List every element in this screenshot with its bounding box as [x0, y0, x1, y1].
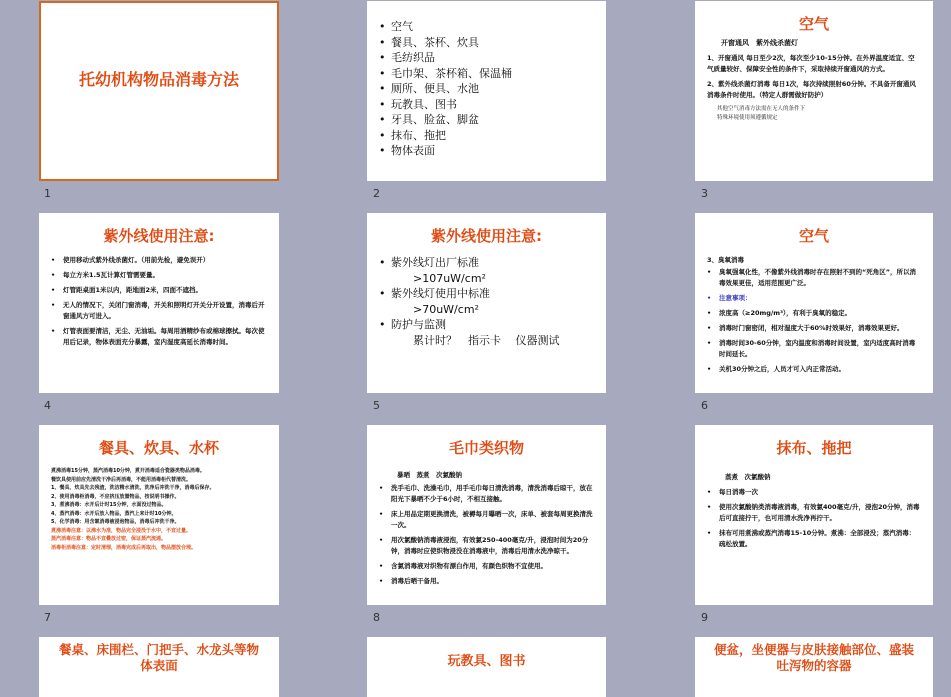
- list-item: • 抹布可用煮沸或蒸汽消毒15-10分钟。煮沸：全部浸没；蒸汽消毒：疏松放置。: [707, 528, 921, 550]
- slide-thumbnail-9[interactable]: [695, 425, 933, 605]
- slide-title: 餐具、炊具、水杯: [98, 439, 219, 457]
- list-item: >107uW/cm²: [391, 271, 486, 285]
- slide-number: 9: [701, 611, 708, 624]
- list-item: • 毛巾架、茶杯箱、保温桶: [379, 66, 512, 82]
- slide-heading: 3、臭氧消毒: [707, 256, 745, 264]
- slide-number: 8: [373, 611, 380, 624]
- slide-thumbnail-4[interactable]: [39, 213, 279, 393]
- slide-subheading: 蒸煮 次氯酸钠: [725, 473, 771, 481]
- slide-number: 2: [373, 187, 380, 200]
- text-line: 1、餐具、炊具先去残渣，洗洁精水清洗，洗净后冲洗干净，消毒后保存。: [51, 485, 215, 491]
- slide-thumbnail-10[interactable]: [39, 637, 279, 697]
- bullet-icon: •: [379, 256, 386, 269]
- slide-thumbnail-8[interactable]: [367, 425, 606, 605]
- text-line: 蒸汽消毒注意：物品不宜叠放过密，保证蒸汽流通。: [51, 536, 167, 542]
- slide-number: 1: [44, 187, 51, 200]
- list-item: • 厕所、便具、水池: [379, 81, 512, 97]
- list-item: • 消毒时门窗密闭，相对湿度大于60%时效果好，消毒效果更好。: [707, 323, 921, 334]
- slide-title: 紫外线使用注意:: [431, 227, 542, 245]
- slide-title: 玩教具、图书: [447, 654, 526, 669]
- slide-title: 托幼机构物品消毒方法: [78, 70, 239, 89]
- topic-list: [379, 19, 512, 159]
- slide-title: 餐桌、床围栏、门把手、水龙头等物体表面: [58, 642, 259, 673]
- slide-title: 便盆，坐便器与皮肤接触部位、盛装吐泻物的容器: [713, 642, 914, 673]
- bullet-icon: •: [379, 287, 386, 300]
- slide-thumbnail-11[interactable]: [367, 637, 606, 697]
- list-item: >70uW/cm²: [391, 302, 479, 316]
- text-line: 5、化学消毒：用含氯消毒液浸泡物品，消毒后冲洗干净。: [51, 519, 180, 525]
- list-item: • 无人的情况下，关闭门窗消毒，开关和照明灯开关分开设置，消毒后开窗通风方可进入。: [51, 300, 266, 322]
- list-item: • 消毒后晒干备用。: [379, 576, 595, 587]
- list-item: • 床上用品定期更换清洗，被褥每月曝晒一次，床单、被套每周更换清洗一次。: [379, 509, 595, 531]
- slide-title: 毛巾类织物: [448, 439, 524, 457]
- list-item: 紫外线灯使用中标准: [391, 287, 490, 300]
- list-item: • 洗手毛巾、洗澡毛巾，用手毛巾每日清洗消毒，清洗消毒后晾干，放在阳光下暴晒不少于6小时，不相互接触。: [379, 483, 595, 505]
- slide-note: 其他空气消毒方法需在无人的条件下: [717, 106, 806, 112]
- list-item: 紫外线灯出厂标准: [391, 256, 479, 269]
- text-line: 2、使用消毒柜消毒，不应挤压放置物品，按说明书操作。: [51, 493, 180, 500]
- bullet-icon: •: [379, 318, 386, 331]
- list-item: • 关机30分钟之后，人员才可入内正常活动。: [707, 364, 921, 375]
- list-item: • 每立方米1.5瓦计算灯管需要量。: [51, 270, 266, 281]
- list-item: • 抹布、拖把: [379, 128, 512, 144]
- slide-number: 5: [373, 399, 380, 412]
- text-line: 餐饮具使用前应先清洗干净后再消毒，不能用消毒柜代替清洗。: [51, 476, 192, 483]
- slide-number: 3: [701, 187, 708, 200]
- slide-thumbnail-2[interactable]: [367, 1, 606, 181]
- list-item: • 含氯消毒液对织物有漂白作用，有颜色织物不宜使用。: [379, 561, 595, 572]
- list-item: • 用次氯酸钠消毒液浸泡，有效氯250-400毫克/升，浸泡时间为20分钟，消毒时应使织物浸没在消毒液中，消毒后用清水洗净晾干。: [379, 535, 595, 557]
- list-item: • 物体表面: [379, 143, 512, 159]
- text-line: 4、蒸汽消毒：水开后放入物品，蒸汽上来计时10分钟。: [51, 510, 177, 517]
- slide-title: 空气: [798, 227, 829, 245]
- list-item: 防护与监测: [391, 318, 446, 331]
- list-item: • 浓度高（≥20mg/m³），有利于臭氧的稳定。: [707, 308, 921, 319]
- list-item: • 牙具、脸盆、脚盆: [379, 112, 512, 128]
- list-item: • 注意事项：: [707, 293, 921, 304]
- slide-point: 2、紫外线杀菌灯消毒 每日1次，每次持续照射60分钟。不具备开窗通风消毒条件时使用。（特定人群需做好防护）: [707, 80, 916, 99]
- slide-thumbnail-6[interactable]: [695, 213, 933, 393]
- slide-title: 紫外线使用注意:: [103, 227, 215, 245]
- slide-number: 6: [701, 399, 708, 412]
- list-item: • 玩教具、图书: [379, 97, 512, 113]
- text-line: 3、煮沸消毒：水开后计时15分钟，水面没过物品。: [51, 502, 167, 508]
- slide-title: 空气: [798, 15, 829, 33]
- text-line: 消毒柜消毒注意：定时清理，消毒完成后再取出，物品摆放合理。: [51, 544, 197, 551]
- slide-thumbnail-3[interactable]: [695, 1, 933, 181]
- list-item: • 使用移动式紫外线杀菌灯。（用前先检，避免误开）: [51, 255, 266, 266]
- list-item: • 臭氧强氧化性，不像紫外线消毒时存在照射不到的“死角区”，所以消毒效果更佳，适用范围更广泛。: [707, 267, 921, 289]
- list-item: • 灯管表面要清洁，无尘、无油垢。每周用酒精纱布或棉球擦拭。每次使用后记录，物体表面充分暴露，室内湿度高延长消毒时间。: [51, 326, 266, 348]
- slide-number: 4: [44, 399, 51, 412]
- list-item: • 灯管距桌面1米以内，距地面2米，四面不遮挡。: [51, 285, 266, 296]
- slide-point: 1、开窗通风 每日至少2次，每次至少10-15分钟。在外界温度适宜、空气质量较好、保障安全性的条件下，采取持续开窗通风的方式。: [707, 54, 915, 73]
- slide-thumbnail-12[interactable]: [695, 637, 933, 697]
- slide-title: 抹布、拖把: [776, 439, 852, 457]
- list-item: • 使用次氯酸钠类消毒液消毒，有效氯400毫克/升，浸泡20分钟，消毒后可直接拧干，也可用清水洗净再拧干。: [707, 502, 921, 524]
- text-line: 煮沸消毒注意：以沸水为准，物品完全浸没于水中，不宜过量。: [51, 527, 192, 534]
- text-line: 煮沸消毒15分钟，蒸汽消毒10分钟，煮开消毒适合瓷器类物品消毒。: [51, 468, 205, 474]
- slide-thumbnail-5[interactable]: [367, 213, 606, 393]
- slide-note: 特殊环境使用须遵循规定: [717, 115, 778, 121]
- slide-number: 7: [44, 611, 51, 624]
- list-item: • 毛纺织品: [379, 50, 512, 66]
- slide-thumbnail-7[interactable]: [39, 425, 279, 605]
- slide-subheading: 暴晒 蒸煮 次氯酸钠: [397, 471, 462, 479]
- slide-subheading: 开窗通风 紫外线杀菌灯: [721, 39, 798, 47]
- slide-thumbnail-1[interactable]: [39, 1, 279, 181]
- list-item: • 消毒时间30-60分钟，室内温度和消毒时间设置，室内适度高时消毒时间延长。: [707, 338, 921, 360]
- list-item: • 餐具、茶杯、炊具: [379, 35, 512, 51]
- list-item: • 空气: [379, 19, 512, 35]
- list-item: • 每日消毒一次: [707, 487, 921, 498]
- list-item: 累计时？ 指示卡 仪器测试: [391, 333, 560, 347]
